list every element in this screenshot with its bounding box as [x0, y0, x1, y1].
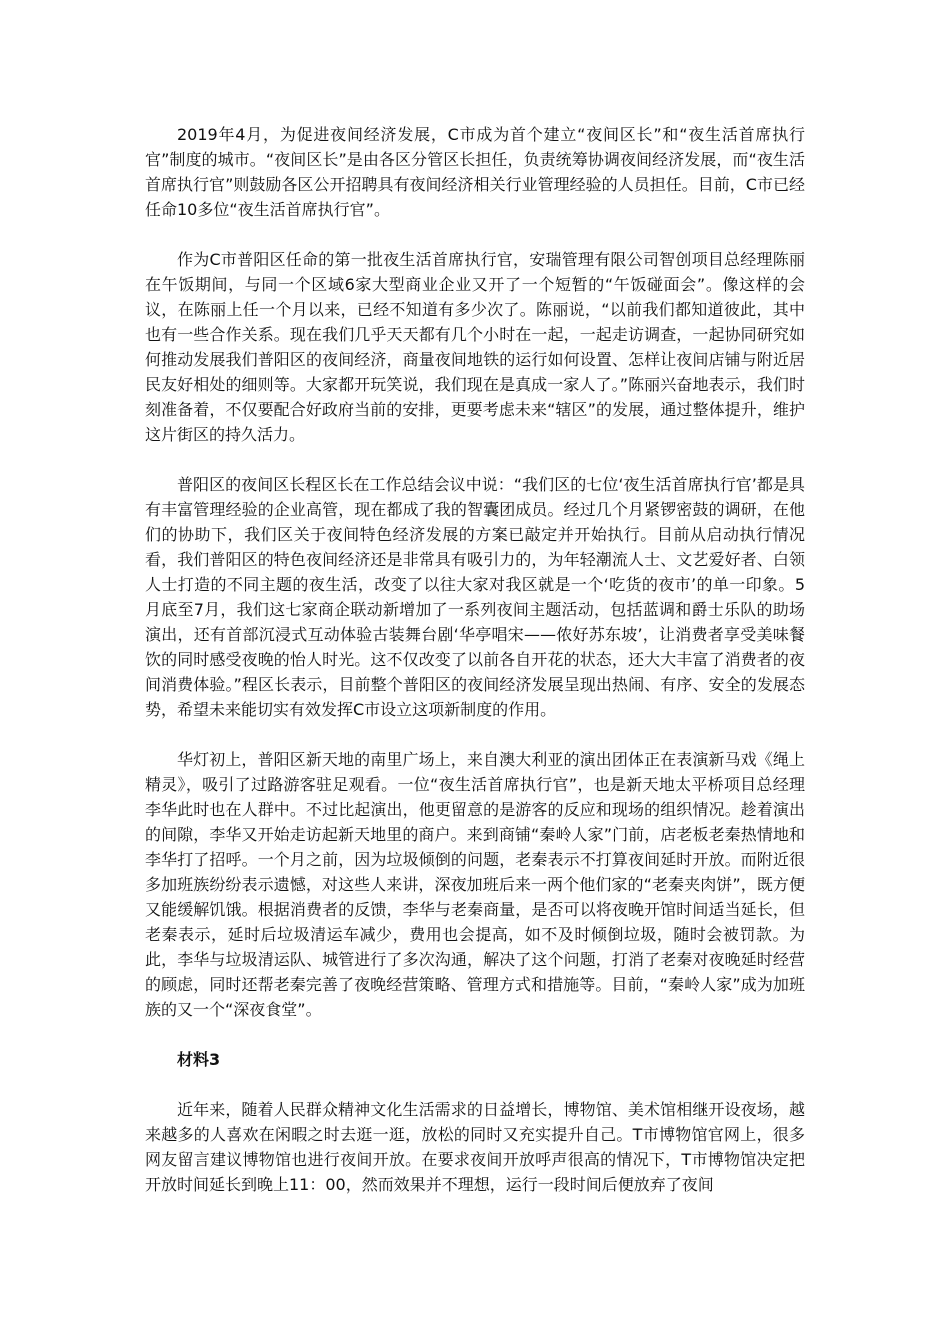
paragraph-district-chief-cheng: 普阳区的夜间区长程区长在工作总结会议中说：“我们区的七位‘夜生活首席执行官’都是具有丰富管理经验的企业高管，现在都成了我的智囊团成员。经过几个月紧锣密鼓的调研，在他们的协助下，我们区关于夜间特色经济发展的方案已敲定并开始执行。目前从启动执行情况看，我们普阳区的特色夜间经济还是非常具有吸引力的，为年轻潮流人士、文艺爱好者、白领人士打造的不同主题的夜生活，改变了以往大家对我区就是一个‘吃货的夜市’的单一印象。5月底至7月，我们这七家商企联动新增加了一系列夜间主题活动，包括蓝调和爵士乐队的助场演出，还有首部沉浸式互动体验古装舞台剧‘华亭唱宋——侬好苏东坡’，让消费者享受美味餐饮的同时感受夜晚的怡人时光。这不仅改变了以前各自开花的状态，还大大丰富了消费者的夜间消费体验。”程区长表示，目前整个普阳区的夜间经济发展呈现出热闹、有序、安全的发展态势，希望未来能切实有效发挥C市设立这项新制度的作用。 [145, 475, 805, 719]
document-body [145, 122, 805, 1222]
paragraph-li-hua: 华灯初上，普阳区新天地的南里广场上，来自澳大利亚的演出团体正在表演新马戏《绳上精灵》，吸引了过路游客驻足观看。一位“夜生活首席执行官”，也是新天地太平桥项目总经理李华此时也在人群中。不过比起演出，他更留意的是游客的反应和现场的组织情况。趁着演出的间隙，李华又开始走访起新天地里的商户。来到商铺“秦岭人家”门前，店老板老秦热情地和李华打了招呼。一个月之前，因为垃圾倾倒的问题，老秦表示不打算夜间延时开放。而附近很多加班族纷纷表示遗憾，对这些人来讲，深夜加班后来一两个他们家的“老秦夹肉饼”，既方便又能缓解饥饿。根据消费者的反馈，李华与老秦商量，是否可以将夜晚开馆时间适当延长，但老秦表示，延时后垃圾清运车减少，费用也会提高，如不及时倾倒垃圾，随时会被罚款。为此，李华与垃圾清运队、城管进行了多次沟通，解决了这个问题，打消了老秦对夜晚延时经营的顾虑，同时还帮老秦完善了夜晚经营策略、管理方式和措施等。目前，“秦岭人家”成为加班族的又一个“深夜食堂”。 [145, 750, 805, 1019]
section-heading: 材料3 [177, 1050, 221, 1069]
paragraph-night-district-chief: 2019年4月，为促进夜间经济发展，C市成为首个建立“夜间区长”和“夜生活首席执行官”制度的城市。“夜间区长”是由各区分管区长担任，负责统筹协调夜间经济发展，而“夜生活首席执行官”则鼓励各区公开招聘具有夜间经济相关行业管理经验的人员担任。目前，C市已经任命10多位“夜生活首席执行官”。 [145, 125, 805, 219]
paragraph-chen-li: 作为C市普阳区任命的第一批夜生活首席执行官，安瑞管理有限公司智创项目总经理陈丽在午饭期间，与同一个区域6家大型商业企业又开了一个短暂的“午饭碰面会”。像这样的会议，在陈丽上任一个月以来，已经不知道有多少次了。陈丽说，“以前我们都知道彼此，其中也有一些合作关系。现在我们几乎天天都有几个小时在一起，一起走访调查，一起协同研究如何推动发展我们普阳区的夜间经济，商量夜间地铁的运行如何设置、怎样让夜间店铺与附近居民友好相处的细则等。大家都开玩笑说，我们现在是真成一家人了。”陈丽兴奋地表示，我们时刻准备着，不仅要配合好政府当前的安排，更要考虑未来“辖区”的发展，通过整体提升，维护这片街区的持久活力。 [145, 250, 805, 444]
paragraph-museum: 近年来，随着人民群众精神文化生活需求的日益增长，博物馆、美术馆相继开设夜场，越来越多的人喜欢在闲暇之时去逛一逛，放松的同时又充实提升自己。T市博物馆官网上，很多网友留言建议博物馆也进行夜间开放。在要求夜间开放呼声很高的情况下，T市博物馆决定把开放时间延长到晚上11：00，然而效果并不理想，运行一段时间后便放弃了夜间 [145, 1100, 805, 1194]
